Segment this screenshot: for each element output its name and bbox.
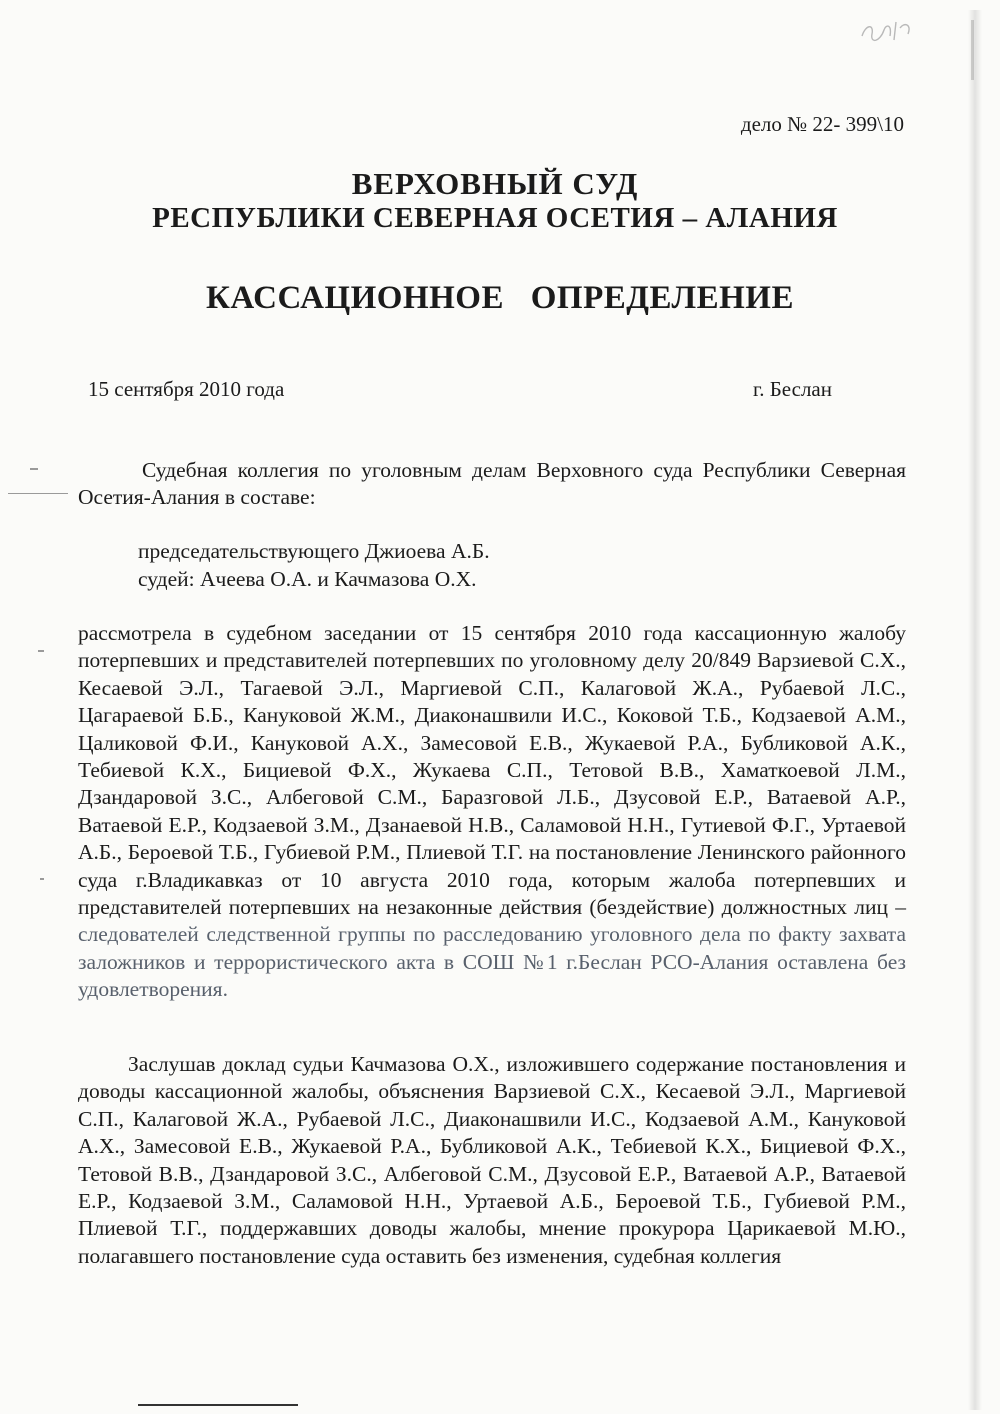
paragraph-court-panel-intro: Судебная коллегия по уголовным делам Верховного суда Республики Северная Осетия-Алания в составе: <box>78 458 906 510</box>
document-title: КАССАЦИОННОЕ ОПРЕДЕЛЕНИЕ <box>206 280 794 316</box>
paragraph-complaint-faded: следователей следственной группы по расследованию уголовного дела по факту захвата заложников и террористического акта в СОШ №1 г.Беслан РСО-Алания оставлена без удовлетворения. <box>78 922 906 1002</box>
margin-scan-mark <box>38 650 44 652</box>
margin-scan-mark <box>40 878 44 880</box>
case-number: дело № 22- 399\10 <box>740 112 904 136</box>
decision-city: г. Беслан <box>752 377 832 401</box>
bottom-scan-line <box>138 1404 298 1406</box>
panel-chair: председательствующего Джиоева А.Б. <box>138 539 490 563</box>
margin-scan-mark <box>30 468 38 470</box>
margin-scan-mark <box>8 493 68 494</box>
scan-edge-marks <box>971 20 974 80</box>
panel-judges: судей: Ачеева О.А. и Качмазова О.Х. <box>138 567 477 591</box>
paragraph-hearing: Заслушав доклад судьи Качмазова О.Х., изложившего содержание постановления и доводы кассационной жалобы, объяснения Варзиевой С.Х., Кесаевой Э.Л., Маргиевой С.П., Калаговой Ж.А., Рубаевой Л.С., Диаконашвили И.С., Кодзаевой А.М., Кануковой А.Х., Замесовой Е.В., Жукаевой Р.А., Бубликовой А.К., Тебиевой К.Х., Бициевой Ф.Х., Тетовой В.В., Дзандаровой З.С., Албеговой С.М., Дзусовой Е.Р., Ватаевой А.Р., Ватаевой Е.Р., Кодзаевой З.М., Саламовой Н.Н., Уртаевой А.Б., Бероевой Т.Б., Губиевой Р.М., Плиевой Т.Г., поддержавших доводы жалобы, мнение прокурора Царикаевой М.Ю., полагавшего постановление суда оставить без изменения, судебная коллегия <box>78 1052 906 1268</box>
court-name-line1: ВЕРХОВНЫЙ СУД <box>351 166 639 201</box>
handwritten-page-number-mark <box>856 14 916 48</box>
court-name-line2: РЕСПУБЛИКИ СЕВЕРНАЯ ОСЕТИЯ – АЛАНИЯ <box>152 202 838 234</box>
decision-date: 15 сентября 2010 года <box>88 377 285 401</box>
paragraph-complaint <box>78 620 906 1004</box>
paragraph-complaint-main: рассмотрела в судебном заседании от 15 сентября 2010 года кассационную жалобу потерпевших и представителей потерпевших по уголовному делу 20/849 Варзиевой С.Х., Кесаевой Э.Л., Тагаевой Э.Л., Маргиевой С.П., Калаговой Ж.А., Рубаевой Л.С., Цагараевой Б.Б., Кануковой Ж.М., Диаконашвили И.С., Коковой Т.Б., Кодзаевой А.М., Цаликовой Ф.И., Кануковой А.Х., Замесовой Е.В., Жукаевой Р.А., Бубликовой А.К., Тебиевой К.Х., Бициевой Ф.Х., Жукаева С.П., Тетовой В.В., Хаматкоевой Л.М., Дзандаровой З.С., Албеговой С.М., Баразговой Л.Б., Дзусовой Е.Р., Ватаевой А.Р., Ватаевой Е.Р., Кодзаевой З.М., Дзанаевой Н.В., Саламовой Н.Н., Гутиевой Ф.Г., Уртаевой А.Б., Бероевой Т.Б., Губиевой Р.М., Плиевой Т.Г. на постановление Ленинского районного суда г.Владикавказ от 10 августа 2010 года, которым жалоба потерпевших и представителей потерпевших на незаконные действия (бездействие) должностных лиц – <box>78 621 906 920</box>
